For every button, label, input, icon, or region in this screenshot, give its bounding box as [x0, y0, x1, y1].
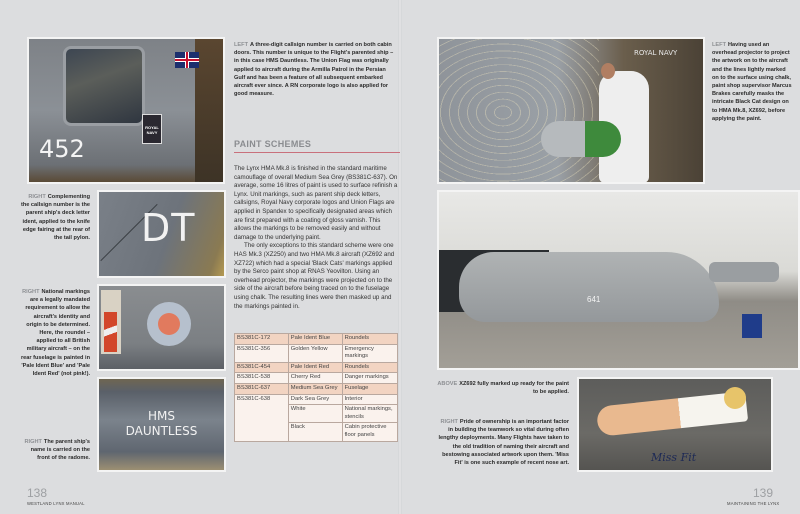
caption-marked-up — [437, 380, 569, 396]
table-cell-colour: Golden Yellow — [288, 344, 342, 362]
table-cell-use: Roundels — [342, 334, 397, 345]
painter-head — [601, 63, 615, 79]
roundel-photo — [97, 284, 226, 371]
hangar-helicopter-photo — [437, 190, 800, 370]
table-cell-use: Roundels — [342, 362, 397, 373]
caption-text: A three-digit callsign number is carried on both cabin doors. This number is unique to the Flight's parented ship – in this case HMS Dauntless. The Union Flag was originally applied to aircraft during the Armilla Patrol in the Persian Gulf and has been a feature of all subsequent embarked aircraft ever since. A RN corporate logo is also applied for good measure. — [234, 42, 394, 98]
table-cell-colour: Dark Sea Grey — [288, 394, 342, 405]
caption-text: National markings are a legally mandated requirement to allow the aircraft's identity and origin to be determined. Here, the roundel – applied to all British military aircraft – on the rear fuselage is painted in 'Pale Ident Blue' and 'Pale Ident Red' (not pink!). — [20, 289, 90, 378]
hangar-background — [195, 39, 223, 182]
table-row — [235, 344, 398, 362]
caption-text: Pride of ownership is an important factor in building the teamwork so vital during often lengthy deployments. Many Flights have taken to the old tradition of naming their aircraft and bestowing associated artwork upon them. 'Miss Fit' is one such example of recent nose art. — [438, 419, 569, 467]
table-cell-code: BS381C-638 — [235, 394, 289, 441]
table-row — [235, 334, 398, 345]
danger-marking-panel — [101, 290, 121, 354]
table-cell-colour: Medium Sea Grey — [288, 383, 342, 394]
royal-navy-logo-text: ROYAL NAVY — [145, 125, 159, 135]
helicopter-body — [459, 252, 719, 322]
caption-label: LEFT — [234, 42, 248, 48]
table-row — [235, 383, 398, 394]
roundel-icon — [147, 302, 191, 346]
section-body — [234, 165, 398, 311]
caption-label: RIGHT — [28, 194, 46, 200]
caption-text: Complementing the callsign number is the parent ship's deck letter ident, applied to the knife edge fairing at the rear of the tail pylon. — [20, 194, 90, 242]
caption-label: RIGHT — [24, 439, 42, 445]
caption-text: XZ692 fully marked up ready for the paint to be applied. — [459, 381, 569, 396]
caption-text: The parent ship's name is carried on the front of the radome. — [30, 439, 90, 462]
table-cell-code: BS381C-172 — [235, 334, 289, 345]
body-paragraph: The only exceptions to this standard scheme were one HAS Mk.3 (XZ250) and two HMA Mk.8 aircraft (XZ692 and XZ722) which had a special 'Black Cats' markings applied by the Serco paint shop at RNAS Yeovilton. Using an overhead projector, the markings were projected on to the side of the aircraft before being traced on to the fuselage using chalk. The resulting lines were then masked up and the markings painted in. — [234, 242, 395, 310]
float-canister — [541, 121, 621, 157]
helicopter-number: 641 — [587, 295, 601, 304]
caption-deck-letters — [20, 193, 90, 242]
page-number-right: 139 — [753, 486, 774, 500]
union-flag-icon — [175, 52, 199, 68]
caption-label: RIGHT — [440, 419, 458, 425]
table-cell-use: Emergency markings — [342, 344, 397, 362]
tail-boom-text: ROYAL NAVY — [634, 49, 678, 57]
running-footer-right: MAINTAINING THE LYNX — [727, 501, 780, 506]
radome-photo — [97, 377, 226, 472]
table-cell-use: Danger markings — [342, 373, 397, 384]
ship-name-line2: DAUNTLESS — [125, 424, 198, 438]
deck-letters: DT — [141, 206, 196, 250]
cabin-door-photo — [27, 37, 225, 184]
ship-name-line1: HMS — [148, 409, 175, 423]
table-cell-colour: Cherry Red — [288, 373, 342, 384]
table-cell-code: BS381C-356 — [235, 344, 289, 362]
caption-ship-name — [20, 438, 90, 463]
page-number-left: 138 — [27, 486, 48, 500]
caption-masking — [712, 41, 794, 123]
caption-label: ABOVE — [437, 381, 458, 387]
caption-text: Having used an overhead projector to project the artwork on to the aircraft and the lines lightly marked on to the surface using chalk, paint shop supervisor Marcus Brakes carefully masks the intricate Black Cat design on to HMA Mk.8, XZ692, before applying the paint. — [712, 42, 792, 122]
table-cell-colour: Pale Ident Blue — [288, 334, 342, 345]
pin-up-hair — [724, 387, 746, 409]
nose-art-script: Miss Fit — [651, 451, 697, 464]
nose-art-photo — [577, 377, 773, 472]
table-cell-code: BS381C-454 — [235, 362, 289, 373]
caption-label: RIGHT — [22, 289, 40, 295]
caption-label: LEFT — [712, 42, 726, 48]
masking-artwork-photo — [437, 37, 705, 184]
helicopter-tail — [709, 262, 779, 282]
table-row — [235, 394, 398, 405]
body-paragraph: The Lynx HMA Mk.8 is finished in the standard maritime camouflage of overall Medium Sea Grey (BS381C-637). On average, some 16 litres of paint is used to surface refinish a Lynx. Unit markings, such as parent ship deck letters, callsigns, Royal Navy corporate logos and Union Flags are applied in Spandex to specifically designated areas which are first prepared with a coating of gloss varnish. This allows the markings to be removed easily and without damage to the underlying paint. — [234, 165, 398, 241]
table-cell-use: National markings, stencils — [342, 405, 397, 423]
chalk-lines — [439, 39, 599, 184]
table-row — [235, 373, 398, 384]
table-cell-colour: White — [288, 405, 342, 423]
caption-nose-art — [437, 418, 569, 467]
cabin-window — [63, 46, 145, 126]
callsign-number: 452 — [39, 135, 85, 163]
caption-roundel — [20, 288, 90, 378]
table-row — [235, 362, 398, 373]
table-cell-use: Interior — [342, 394, 397, 405]
paint-colours-table — [234, 333, 398, 442]
tail-letters-photo — [97, 190, 226, 278]
table-cell-code: BS381C-538 — [235, 373, 289, 384]
table-cell-code: BS381C-637 — [235, 383, 289, 394]
table-cell-colour: Pale Ident Red — [288, 362, 342, 373]
table-cell-colour: Black — [288, 423, 342, 441]
storage-bin — [742, 314, 762, 338]
book-spine — [398, 0, 402, 514]
section-heading: PAINT SCHEMES — [234, 139, 400, 153]
caption-callsign — [234, 41, 398, 98]
running-footer-left: WESTLAND LYNX MANUAL — [27, 501, 85, 506]
table-cell-use: Cabin protective floor panels — [342, 423, 397, 441]
royal-navy-logo — [142, 114, 162, 144]
table-cell-use: Fuselage — [342, 383, 397, 394]
